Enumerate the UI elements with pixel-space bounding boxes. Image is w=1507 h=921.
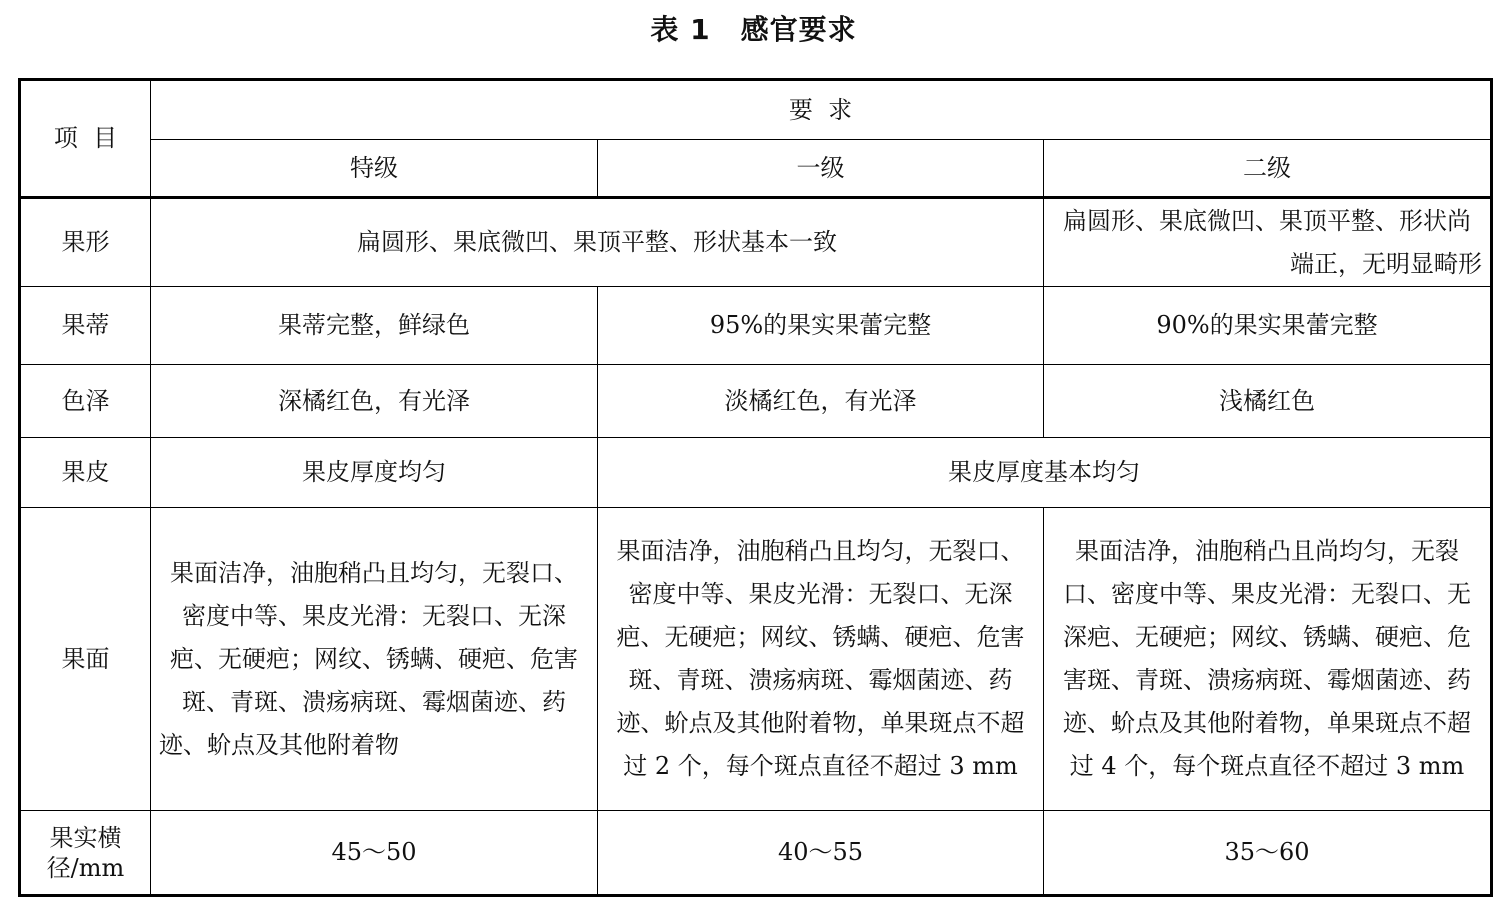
- header-grade-second: 二级: [1044, 140, 1492, 198]
- sensory-requirements-table: [18, 78, 1493, 897]
- diameter-special: 45～50: [151, 811, 598, 896]
- peel-first-second: 果皮厚度基本均匀: [598, 438, 1492, 508]
- shape-special-first: 扁圆形、果底微凹、果顶平整、形状基本一致: [151, 198, 1044, 287]
- table-title: [0, 8, 1507, 48]
- diameter-second: 35～60: [1044, 811, 1492, 896]
- table-row: [20, 287, 1492, 365]
- diameter-first: 40～55: [598, 811, 1044, 896]
- color-special: 深橘红色，有光泽: [151, 365, 598, 438]
- table-row: [20, 438, 1492, 508]
- header-grade-special: 特级: [151, 140, 598, 198]
- row-label-diameter: 果实横径/mm: [20, 811, 151, 896]
- row-label-calyx: 果蒂: [20, 287, 151, 365]
- table-row: [20, 365, 1492, 438]
- header-item: 项 目: [20, 80, 151, 198]
- header-row-2: [20, 140, 1492, 198]
- calyx-special: 果蒂完整，鲜绿色: [151, 287, 598, 365]
- surface-special: 果面洁净，油胞稍凸且均匀，无裂口、密度中等、果皮光滑：无裂口、无深疤、无硬疤；网纹、锈螨、硬疤、危害斑、青斑、溃疡病斑、霉烟菌迹、药迹、蚧点及其他附着物: [151, 508, 598, 811]
- row-label-peel: 果皮: [20, 438, 151, 508]
- header-grade-first: 一级: [598, 140, 1044, 198]
- row-label-surface: 果面: [20, 508, 151, 811]
- calyx-second: 90%的果实果蕾完整: [1044, 287, 1492, 365]
- row-label-color: 色泽: [20, 365, 151, 438]
- header-requirements: 要 求: [151, 80, 1492, 140]
- shape-second: 扁圆形、果底微凹、果顶平整、形状尚端正，无明显畸形: [1044, 198, 1492, 287]
- header-row-1: [20, 80, 1492, 140]
- table-row: [20, 811, 1492, 896]
- row-label-shape: 果形: [20, 198, 151, 287]
- surface-first: 果面洁净，油胞稍凸且均匀，无裂口、密度中等、果皮光滑：无裂口、无深疤、无硬疤；网纹、锈螨、硬疤、危害斑、青斑、溃疡病斑、霉烟菌迹、药迹、蚧点及其他附着物，单果斑点不超过 2 个，每个斑点直径不超过 3 mm: [598, 508, 1044, 811]
- calyx-first: 95%的果实果蕾完整: [598, 287, 1044, 365]
- color-first: 淡橘红色，有光泽: [598, 365, 1044, 438]
- table-caption: 感官要求: [740, 13, 857, 46]
- color-second: 浅橘红色: [1044, 365, 1492, 438]
- table-row: [20, 508, 1492, 811]
- peel-special: 果皮厚度均匀: [151, 438, 598, 508]
- table-row: [20, 198, 1492, 287]
- table-number: 表 1: [650, 13, 711, 46]
- surface-second: 果面洁净，油胞稍凸且尚均匀，无裂口、密度中等、果皮光滑：无裂口、无深疤、无硬疤；网纹、锈螨、硬疤、危害斑、青斑、溃疡病斑、霉烟菌迹、药迹、蚧点及其他附着物，单果斑点不超过 4 个，每个斑点直径不超过 3 mm: [1044, 508, 1492, 811]
